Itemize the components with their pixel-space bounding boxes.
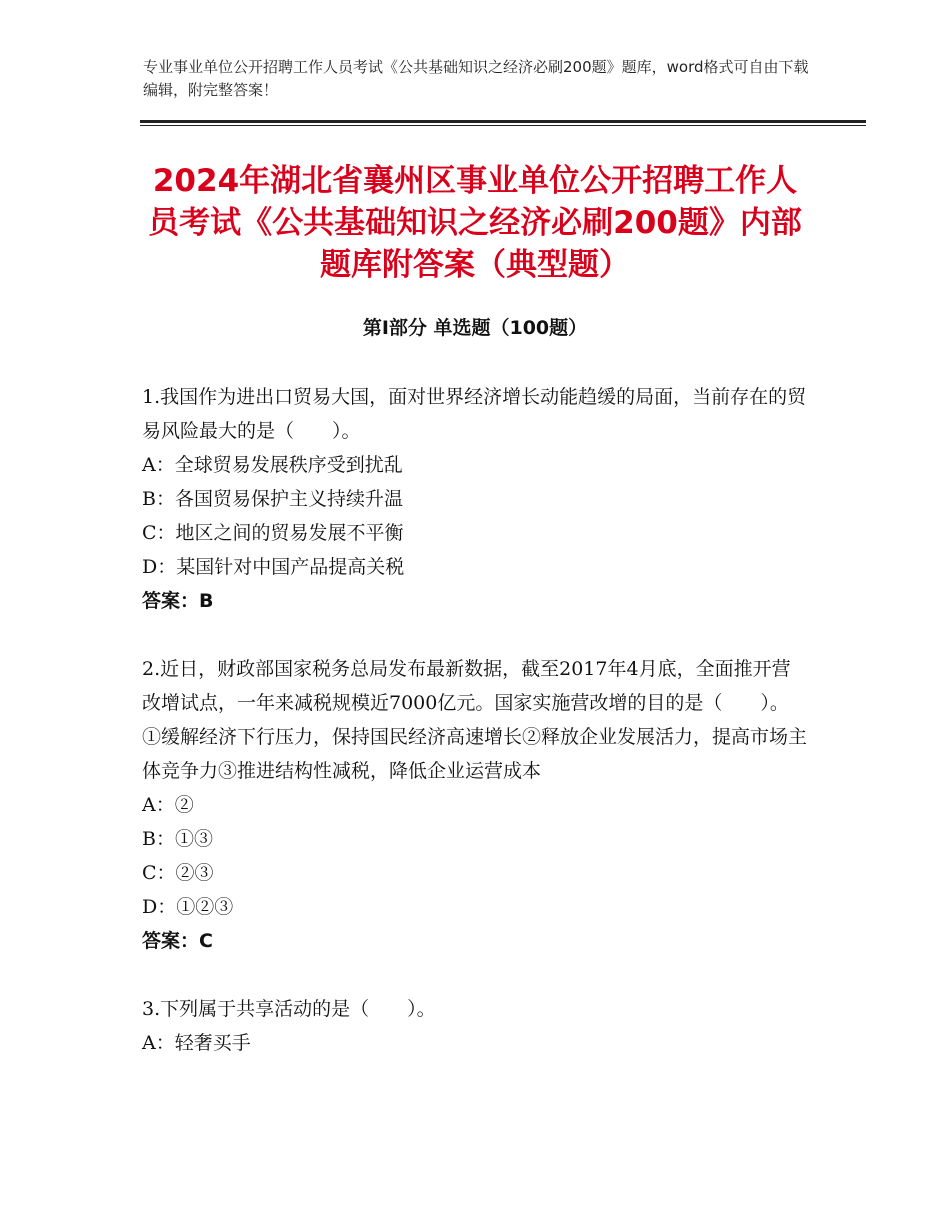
header-note: 专业事业单位公开招聘工作人员考试《公共基础知识之经济必刷200题》题库，word格式可自由下载编辑，附完整答案！ xyxy=(143,58,809,99)
section-title: 第Ⅰ部分 单选题（100题） xyxy=(362,317,588,339)
question-stem: 2.近日，财政部国家税务总局发布最新数据，截至2017年4月底，全面推开营改增试点，一年来减税规模近7000亿元。国家实施营改增的目的是（ ）。①缓解经济下行压力，保持国民经济高速增长②释放企业发展活力，提高市场主体竞争力③推进结构性减税，降低企业运营成本 xyxy=(142,658,808,782)
answer: 答案：B xyxy=(142,590,214,612)
option-c: C：②③ xyxy=(142,862,214,884)
question-stem: 3.下列属于共享活动的是（ ）。 xyxy=(142,998,436,1020)
question-stem: 1.我国作为进出口贸易大国，面对世界经济增长动能趋缓的局面，当前存在的贸易风险最大的是（ ）。 xyxy=(142,386,807,442)
option-d: D：①②③ xyxy=(142,896,234,918)
option-a: A：② xyxy=(142,794,194,816)
question-3 xyxy=(142,992,807,1060)
question-1 xyxy=(142,380,807,618)
option-b: B：各国贸易保护主义持续升温 xyxy=(142,488,403,510)
header-rule-thin xyxy=(140,125,866,126)
option-a: A：全球贸易发展秩序受到扰乱 xyxy=(142,454,403,476)
question-2 xyxy=(142,652,807,958)
answer: 答案：C xyxy=(142,930,213,952)
header-rule-thick xyxy=(140,120,866,123)
option-b: B：①③ xyxy=(142,828,213,850)
option-d: D：某国针对中国产品提高关税 xyxy=(142,556,405,578)
option-c: C：地区之间的贸易发展不平衡 xyxy=(142,522,404,544)
option-a: A：轻奢买手 xyxy=(142,1032,251,1054)
document-title: 2024年湖北省襄州区事业单位公开招聘工作人员考试《公共基础知识之经济必刷200题》内部题库附答案（典型题） xyxy=(148,163,802,283)
question-list xyxy=(142,380,807,1094)
